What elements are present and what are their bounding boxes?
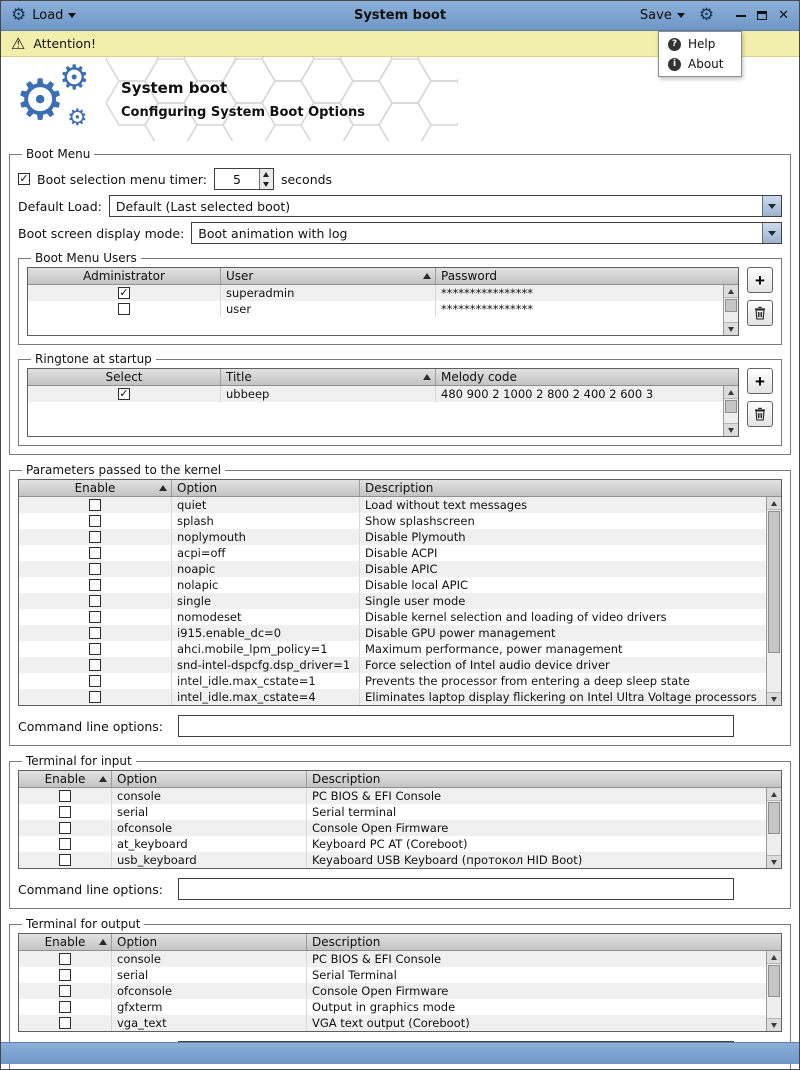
delete-ringtone-button[interactable] xyxy=(747,401,773,427)
terminal-input-legend: Terminal for input xyxy=(26,754,132,768)
description-cell[interactable]: Keyaboard USB Keyboard (протокол HID Boot) xyxy=(312,853,583,867)
option-cell[interactable]: nolapic xyxy=(172,577,360,593)
chevron-down-icon[interactable] xyxy=(762,196,781,216)
table-row[interactable] xyxy=(19,967,766,983)
description-cell[interactable]: Disable ACPI xyxy=(365,546,438,560)
spin-up-button[interactable] xyxy=(260,169,273,179)
description-cell[interactable]: Console Open Firmware xyxy=(312,821,449,835)
boot-menu-users-legend: Boot Menu Users xyxy=(35,251,137,265)
enable-checkbox[interactable] xyxy=(59,985,71,997)
table-row[interactable] xyxy=(19,545,766,561)
option-cell[interactable]: gfxterm xyxy=(112,999,307,1015)
scrollbar-thumb[interactable] xyxy=(725,299,737,312)
option-cell[interactable]: splash xyxy=(172,513,360,529)
display-mode-value: Boot animation with log xyxy=(198,225,348,241)
description-cell[interactable]: Disable local APIC xyxy=(365,578,468,592)
description-cell[interactable]: VGA text output (Coreboot) xyxy=(312,1016,470,1030)
kernel-params-table xyxy=(18,479,782,706)
close-button[interactable]: ✕ xyxy=(778,8,789,23)
scrollbar-thumb[interactable] xyxy=(725,400,737,413)
scroll-down-button[interactable] xyxy=(724,423,738,436)
column-header-description[interactable]: Description xyxy=(312,935,381,949)
chevron-down-icon[interactable] xyxy=(762,223,781,243)
gear-icon: ⚙ xyxy=(67,105,88,131)
option-cell[interactable]: console xyxy=(112,788,307,804)
enable-checkbox[interactable] xyxy=(89,515,101,527)
menu-item-help-label: Help xyxy=(688,37,716,51)
option-cell[interactable]: serial xyxy=(112,804,307,820)
load-menu-button[interactable] xyxy=(32,8,76,23)
table-row[interactable] xyxy=(19,673,766,689)
column-header-password[interactable]: Password xyxy=(441,269,498,283)
default-load-value: Default (Last selected boot) xyxy=(115,198,291,214)
description-cell[interactable]: Disable Plymouth xyxy=(365,530,466,544)
melody-cell[interactable]: 480 900 2 1000 2 800 2 400 2 600 3 xyxy=(441,387,654,401)
description-cell[interactable]: Disable GPU power management xyxy=(365,626,556,640)
settings-gear-icon[interactable]: ⚙ xyxy=(698,5,715,25)
option-cell[interactable]: ahci.mobile_lpm_policy=1 xyxy=(172,641,360,657)
plus-icon: + xyxy=(755,270,765,290)
enable-checkbox[interactable] xyxy=(89,563,101,575)
option-cell[interactable]: vga_text xyxy=(112,1015,307,1031)
description-cell[interactable]: Disable APIC xyxy=(365,562,438,576)
password-cell[interactable]: **************** xyxy=(441,286,533,300)
ringtone-group xyxy=(18,352,782,446)
window-title: System boot xyxy=(353,8,447,23)
timer-unit-label: seconds xyxy=(280,171,333,187)
boot-menu-group xyxy=(9,147,791,455)
enable-checkbox[interactable] xyxy=(89,499,101,511)
timer-label: Boot selection menu timer: xyxy=(37,171,207,187)
description-cell[interactable]: Serial terminal xyxy=(312,805,397,819)
scrollbar-thumb[interactable] xyxy=(768,511,780,653)
table-row[interactable] xyxy=(19,1015,766,1031)
table-row[interactable] xyxy=(19,852,766,868)
option-cell[interactable]: ofconsole xyxy=(112,983,307,999)
scrollbar-thumb[interactable] xyxy=(768,802,780,834)
enable-checkbox[interactable] xyxy=(89,691,101,703)
table-row[interactable] xyxy=(19,657,766,673)
enable-checkbox[interactable] xyxy=(59,790,71,802)
column-header-select[interactable]: Select xyxy=(28,369,221,385)
kernel-params-legend: Parameters passed to the kernel xyxy=(26,463,222,477)
cmdline-label: Command line options: xyxy=(18,718,164,734)
table-row[interactable] xyxy=(19,804,766,820)
settings-popup-menu xyxy=(658,31,742,77)
administrator-checkbox[interactable] xyxy=(118,287,130,299)
table-row[interactable] xyxy=(19,593,766,609)
default-load-select[interactable] xyxy=(109,195,782,217)
option-cell[interactable]: intel_idle.max_cstate=1 xyxy=(172,673,360,689)
boot-menu-users-group xyxy=(18,251,782,345)
attention-label: Attention! xyxy=(33,36,97,51)
select-checkbox[interactable] xyxy=(118,388,130,400)
vertical-scrollbar[interactable] xyxy=(766,788,781,868)
description-cell[interactable]: PC BIOS & EFI Console xyxy=(312,952,442,966)
description-cell[interactable]: Console Open Firmware xyxy=(312,984,449,998)
chevron-down-icon xyxy=(677,13,685,18)
column-header-description[interactable]: Description xyxy=(365,481,434,495)
delete-user-button[interactable] xyxy=(747,300,773,326)
scroll-up-button[interactable] xyxy=(767,788,781,801)
description-cell[interactable]: Disable kernel selection and loading of video drivers xyxy=(365,610,667,624)
users-table xyxy=(27,267,739,336)
description-cell[interactable]: Output in graphics mode xyxy=(312,1000,456,1014)
description-cell[interactable]: Prevents the processor from entering a deep sleep state xyxy=(365,674,690,688)
table-row[interactable] xyxy=(28,301,723,317)
kernel-cmdline-input[interactable] xyxy=(178,715,734,737)
timer-value[interactable]: 5 xyxy=(232,171,241,187)
default-load-label: Default Load: xyxy=(18,198,102,214)
display-mode-select[interactable] xyxy=(191,222,782,244)
option-cell[interactable]: noplymouth xyxy=(172,529,360,545)
description-cell[interactable]: Serial Terminal xyxy=(312,968,397,982)
table-row[interactable] xyxy=(19,561,766,577)
table-row[interactable] xyxy=(19,577,766,593)
enable-checkbox[interactable] xyxy=(59,1001,71,1013)
scrollbar-thumb[interactable] xyxy=(768,965,780,997)
column-header-title[interactable]: Title xyxy=(221,369,436,385)
menu-item-help[interactable] xyxy=(659,34,741,54)
description-cell[interactable]: Force selection of Intel audio device driver xyxy=(365,658,610,672)
help-icon: ? xyxy=(668,38,681,51)
table-row[interactable] xyxy=(28,386,723,402)
menu-item-about[interactable] xyxy=(659,54,741,74)
table-row[interactable] xyxy=(28,285,723,301)
option-cell[interactable]: nomodeset xyxy=(172,609,360,625)
vertical-scrollbar[interactable] xyxy=(766,497,781,705)
app-logo xyxy=(15,59,115,143)
table-row[interactable] xyxy=(19,609,766,625)
timer-checkbox[interactable] xyxy=(18,173,30,185)
scroll-down-button[interactable] xyxy=(767,1018,781,1031)
enable-checkbox[interactable] xyxy=(59,838,71,850)
column-header-melody[interactable]: Melody code xyxy=(441,370,517,384)
column-header-enable[interactable]: Enable xyxy=(19,771,112,787)
option-cell[interactable]: usb_keyboard xyxy=(112,852,307,868)
display-mode-label: Boot screen display mode: xyxy=(18,225,185,241)
column-header-administrator[interactable]: Administrator xyxy=(28,268,221,284)
column-header-option[interactable]: Option xyxy=(172,480,360,496)
terminal-input-table xyxy=(18,770,782,869)
save-menu-label: Save xyxy=(639,8,672,23)
title-cell[interactable]: ubbeep xyxy=(221,386,436,402)
option-cell[interactable]: quiet xyxy=(172,497,360,513)
page-subtitle: Configuring System Boot Options xyxy=(121,105,366,120)
scroll-up-button[interactable] xyxy=(724,386,738,399)
enable-checkbox[interactable] xyxy=(59,969,71,981)
description-cell[interactable]: Maximum performance, power management xyxy=(365,642,623,656)
description-cell[interactable]: Keyboard PC AT (Coreboot) xyxy=(312,837,468,851)
enable-checkbox[interactable] xyxy=(89,547,101,559)
plus-icon: + xyxy=(755,371,765,391)
kernel-params-group xyxy=(9,463,791,746)
option-cell[interactable]: i915.enable_dc=0 xyxy=(172,625,360,641)
option-cell[interactable]: noapic xyxy=(172,561,360,577)
enable-checkbox[interactable] xyxy=(89,627,101,639)
scroll-up-button[interactable] xyxy=(767,951,781,964)
description-cell[interactable]: PC BIOS & EFI Console xyxy=(312,789,442,803)
option-cell[interactable]: at_keyboard xyxy=(112,836,307,852)
app-icon: ⚙ xyxy=(11,5,27,25)
vertical-scrollbar[interactable] xyxy=(766,951,781,1031)
spin-down-button[interactable] xyxy=(260,179,273,189)
hexagon-pattern xyxy=(106,57,458,141)
option-cell[interactable]: acpi=off xyxy=(172,545,360,561)
scroll-up-button[interactable] xyxy=(724,285,738,298)
table-row[interactable] xyxy=(19,513,766,529)
table-row[interactable] xyxy=(19,529,766,545)
warning-icon: ⚠ xyxy=(11,33,26,53)
sort-ascending-icon xyxy=(99,776,107,782)
table-row[interactable] xyxy=(19,625,766,641)
enable-checkbox[interactable] xyxy=(89,675,101,687)
boot-menu-legend: Boot Menu xyxy=(26,147,91,161)
menu-item-about-label: About xyxy=(688,57,724,71)
enable-checkbox[interactable] xyxy=(89,659,101,671)
table-row[interactable] xyxy=(19,951,766,967)
option-cell[interactable]: console xyxy=(112,951,307,967)
title-bar xyxy=(1,1,799,31)
enable-checkbox[interactable] xyxy=(59,953,71,965)
table-row[interactable] xyxy=(19,836,766,852)
scroll-up-button[interactable] xyxy=(767,497,781,510)
enable-checkbox[interactable] xyxy=(89,579,101,591)
column-header-option[interactable]: Option xyxy=(112,771,307,787)
sort-ascending-icon xyxy=(423,374,431,380)
description-cell[interactable]: Load without text messages xyxy=(365,498,528,512)
save-menu-button[interactable] xyxy=(640,8,685,23)
scroll-down-button[interactable] xyxy=(767,692,781,705)
gear-icon: ⚙ xyxy=(15,68,66,133)
option-cell[interactable]: snd-intel-dspcfg.dsp_driver=1 xyxy=(172,657,360,673)
password-cell[interactable]: **************** xyxy=(441,302,533,316)
enable-checkbox[interactable] xyxy=(59,806,71,818)
sort-ascending-icon xyxy=(99,939,107,945)
enable-checkbox[interactable] xyxy=(59,854,71,866)
timer-spinbox[interactable] xyxy=(214,168,274,190)
description-cell[interactable]: Show splashscreen xyxy=(365,514,475,528)
trash-icon xyxy=(753,306,767,320)
load-menu-label: Load xyxy=(32,8,64,23)
chevron-down-icon xyxy=(68,13,76,18)
column-header-enable[interactable]: Enable xyxy=(19,480,172,496)
scroll-down-button[interactable] xyxy=(767,855,781,868)
vertical-scrollbar[interactable] xyxy=(723,386,738,436)
trash-icon xyxy=(753,407,767,421)
status-bar xyxy=(1,1042,799,1064)
option-cell[interactable]: single xyxy=(172,593,360,609)
enable-checkbox[interactable] xyxy=(89,643,101,655)
gear-icon: ⚙ xyxy=(59,58,90,98)
table-row[interactable] xyxy=(19,788,766,804)
description-cell[interactable]: Eliminates laptop display flickering on Intel Ultra Voltage processors xyxy=(365,690,757,704)
scroll-down-button[interactable] xyxy=(724,322,738,335)
cmdline-label: Command line options: xyxy=(18,881,164,897)
option-cell[interactable]: ofconsole xyxy=(112,820,307,836)
terminal-output-legend: Terminal for output xyxy=(26,917,141,931)
enable-checkbox[interactable] xyxy=(59,822,71,834)
option-cell[interactable]: intel_idle.max_cstate=4 xyxy=(172,689,360,705)
table-row[interactable] xyxy=(19,689,766,705)
sort-ascending-icon xyxy=(423,273,431,279)
terminal-input-cmdline-input[interactable] xyxy=(178,878,734,900)
table-row[interactable] xyxy=(19,497,766,513)
maximize-button[interactable] xyxy=(757,11,767,20)
add-ringtone-button[interactable] xyxy=(747,368,773,394)
column-header-enable[interactable]: Enable xyxy=(19,934,112,950)
ringtone-legend: Ringtone at startup xyxy=(35,352,152,366)
column-header-user[interactable]: User xyxy=(221,268,436,284)
table-row[interactable] xyxy=(19,999,766,1015)
enable-checkbox[interactable] xyxy=(89,611,101,623)
user-cell[interactable]: superadmin xyxy=(221,285,436,301)
page-title: System boot xyxy=(121,79,228,97)
enable-checkbox[interactable] xyxy=(89,595,101,607)
column-header-description[interactable]: Description xyxy=(312,772,381,786)
info-icon: i xyxy=(668,58,681,71)
vertical-scrollbar[interactable] xyxy=(723,285,738,335)
add-user-button[interactable] xyxy=(747,267,773,293)
user-cell[interactable]: user xyxy=(221,301,436,317)
description-cell[interactable]: Single user mode xyxy=(365,594,466,608)
table-row[interactable] xyxy=(19,983,766,999)
enable-checkbox[interactable] xyxy=(59,1017,71,1029)
minimize-button[interactable] xyxy=(736,15,746,17)
ringtone-table xyxy=(27,368,739,437)
sort-ascending-icon xyxy=(159,485,167,491)
column-header-option[interactable]: Option xyxy=(112,934,307,950)
terminal-input-group xyxy=(9,754,791,909)
table-row[interactable] xyxy=(19,820,766,836)
enable-checkbox[interactable] xyxy=(89,531,101,543)
option-cell[interactable]: serial xyxy=(112,967,307,983)
administrator-checkbox[interactable] xyxy=(118,303,130,315)
table-row[interactable] xyxy=(19,641,766,657)
terminal-output-table xyxy=(18,933,782,1032)
